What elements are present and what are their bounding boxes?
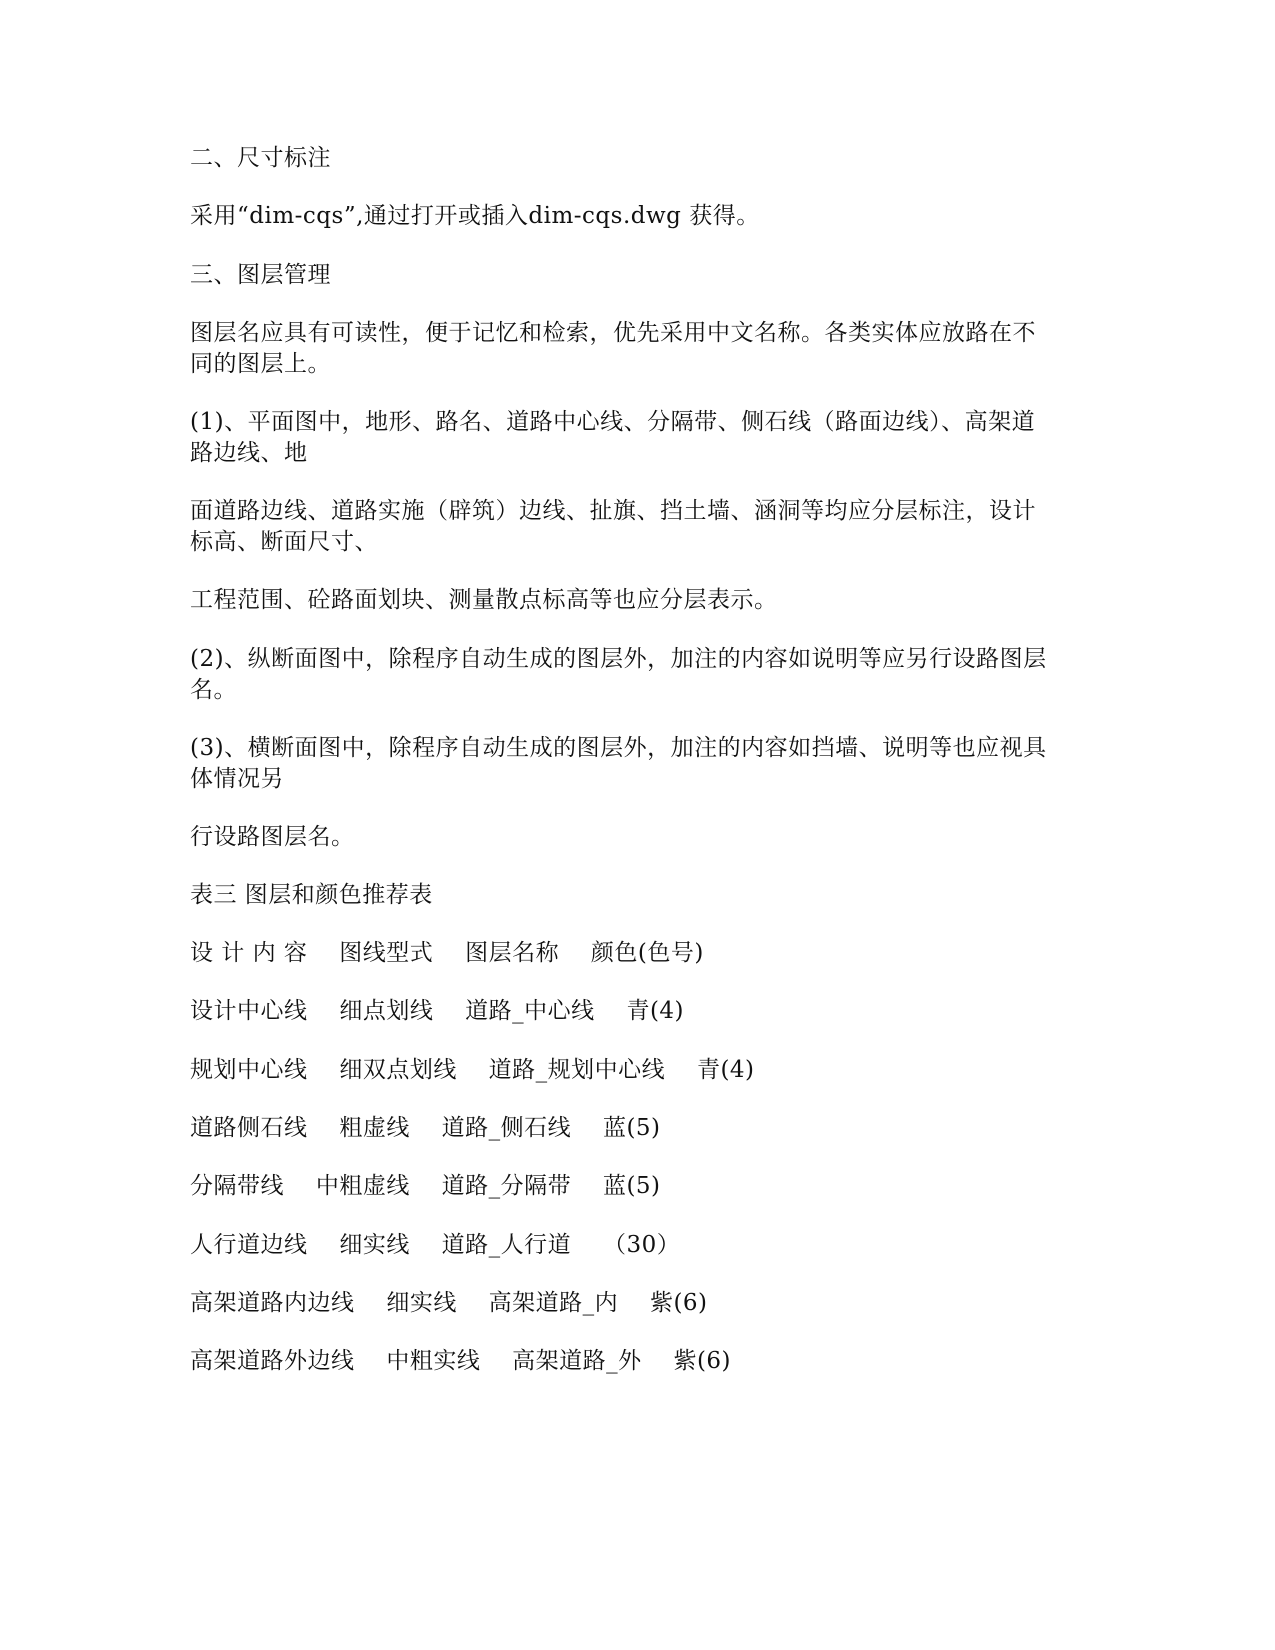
cell-line-type: 粗虚线 xyxy=(339,1115,410,1141)
cell-content: 规划中心线 xyxy=(190,1057,308,1083)
item1-cont2: 工程范围、砼路面划块、测量散点标高等也应分层表示。 xyxy=(190,587,778,613)
cell-line-type: 中粗实线 xyxy=(386,1348,481,1374)
cell-content: 高架道路内边线 xyxy=(190,1290,355,1316)
cell-content: 分隔带线 xyxy=(190,1173,284,1199)
cell-layer-name: 道路_规划中心线 xyxy=(488,1057,666,1083)
layer-intro-line2: 同的图层上。 xyxy=(190,351,331,377)
table-row xyxy=(190,1229,1090,1261)
cell-color: 蓝(5) xyxy=(602,1115,661,1141)
item3-cont: 行设路图层名。 xyxy=(190,824,355,850)
item2-line1: (2)、纵断面图中，除程序自动生成的图层外，加注的内容如说明等应另行设路图层 xyxy=(190,646,1047,672)
cell-line-type: 细实线 xyxy=(339,1232,410,1258)
cell-line-type: 细双点划线 xyxy=(339,1057,457,1083)
cell-layer-name: 道路_人行道 xyxy=(441,1232,572,1258)
cell-color: 紫(6) xyxy=(649,1290,708,1316)
header-color: 颜色(色号) xyxy=(590,940,704,966)
cell-line-type: 中粗虚线 xyxy=(315,1173,410,1199)
table-row xyxy=(190,1345,1090,1377)
header-line-type: 图线型式 xyxy=(339,940,434,966)
dimension-heading: 二、尺寸标注 xyxy=(190,145,331,171)
cell-content: 高架道路外边线 xyxy=(190,1348,355,1374)
table-row xyxy=(190,1170,1090,1202)
cell-layer-name: 道路_中心线 xyxy=(465,998,595,1024)
cell-content: 人行道边线 xyxy=(190,1232,308,1258)
table-caption: 表三 图层和颜色推荐表 xyxy=(190,882,433,908)
item3-line2: 体情况另 xyxy=(190,766,284,792)
cell-color: 青(4) xyxy=(626,998,685,1024)
layer-heading: 三、图层管理 xyxy=(190,262,331,288)
cell-line-type: 细实线 xyxy=(386,1290,457,1316)
item2-line2: 名。 xyxy=(190,677,237,703)
item1-line1: (1)、平面图中，地形、路名、道路中心线、分隔带、侧石线（路面边线）、高架道 xyxy=(190,409,1036,435)
cell-content: 设计中心线 xyxy=(190,998,308,1024)
cell-layer-name: 道路_侧石线 xyxy=(441,1115,572,1141)
dimension-text: 采用“dim-cqs”,通过打开或插入dim-cqs.dwg 获得。 xyxy=(190,203,760,229)
table-row xyxy=(190,1287,1090,1319)
item1-cont1-line2: 标高、断面尺寸、 xyxy=(190,529,378,555)
cell-color: 蓝(5) xyxy=(602,1173,661,1199)
table-row xyxy=(190,995,1090,1027)
cell-layer-name: 高架道路_内 xyxy=(488,1290,619,1316)
item1-line2: 路边线、地 xyxy=(190,440,308,466)
layer-intro-line1: 图层名应具有可读性，便于记忆和检索，优先采用中文名称。各类实体应放路在不 xyxy=(190,320,1036,346)
cell-color: 紫(6) xyxy=(673,1348,732,1374)
cell-layer-name: 高架道路_外 xyxy=(512,1348,642,1374)
header-layer-name: 图层名称 xyxy=(465,940,560,966)
cell-line-type: 细点划线 xyxy=(339,998,434,1024)
header-design-content: 设 计 内 容 xyxy=(190,940,308,966)
cell-layer-name: 道路_分隔带 xyxy=(441,1173,572,1199)
table-row xyxy=(190,1112,1090,1144)
table-header-row xyxy=(190,937,1090,969)
cell-color: 青(4) xyxy=(696,1057,755,1083)
item1-cont1-line1: 面道路边线、道路实施（辟筑）边线、扯旗、挡土墙、涵洞等均应分层标注，设计 xyxy=(190,498,1036,524)
cell-color: （30） xyxy=(602,1232,681,1258)
item3-line1: (3)、横断面图中，除程序自动生成的图层外，加注的内容如挡墙、说明等也应视具 xyxy=(190,735,1047,761)
cell-content: 道路侧石线 xyxy=(190,1115,308,1141)
table-row xyxy=(190,1054,1090,1086)
